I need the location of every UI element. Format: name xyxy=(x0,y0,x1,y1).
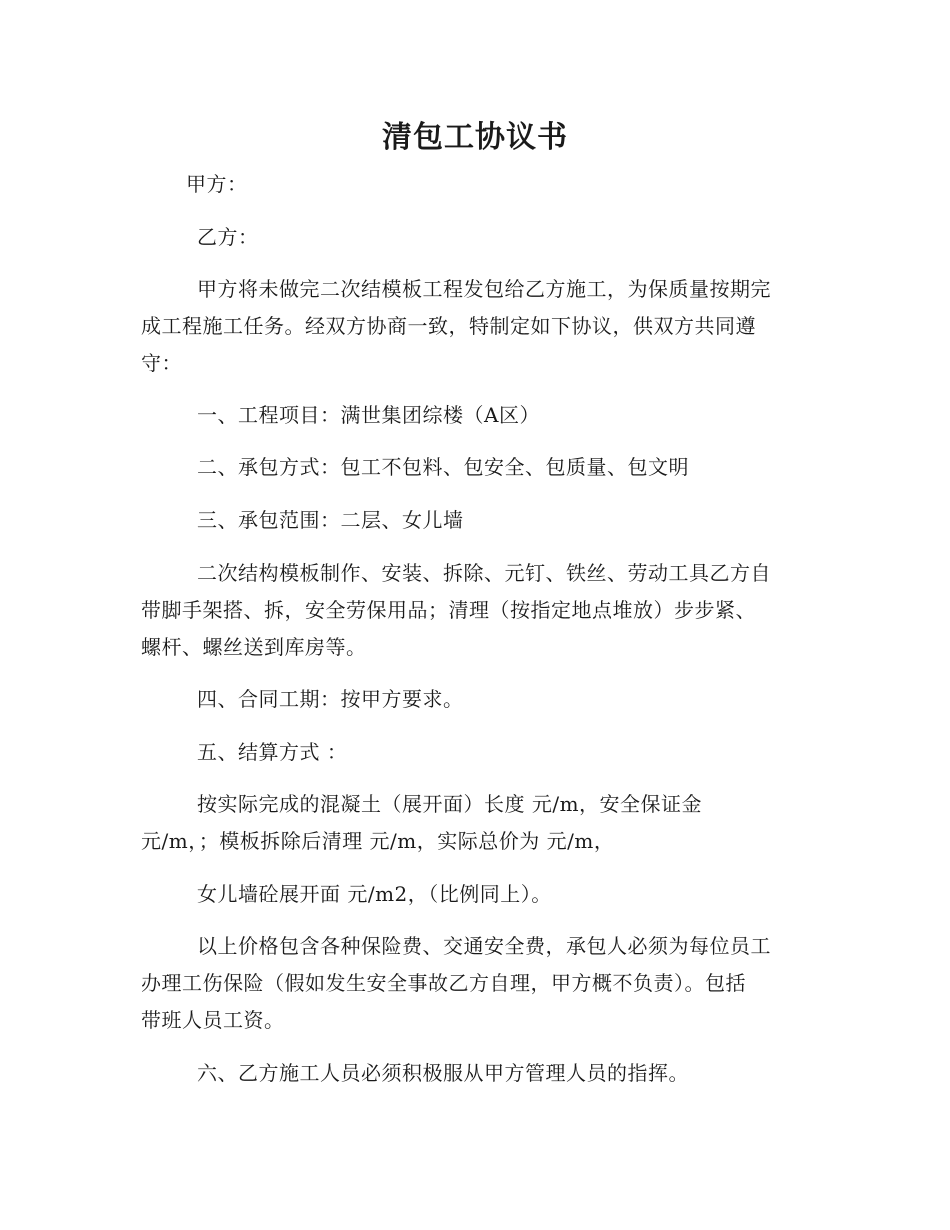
intro-line-1: 甲方将未做完二次结模板工程发包给乙方施工，为保质量按期完 xyxy=(197,277,771,301)
clause-6-obedience: 六、乙方施工人员必须积极服从甲方管理人员的指挥。 xyxy=(197,1061,689,1085)
clause-2-contract-mode: 二、承包方式：包工不包料、包安全、包质量、包文明 xyxy=(197,455,689,479)
price-note-line-3: 带班人员工资。 xyxy=(141,1008,285,1032)
settlement-line-1: 按实际完成的混凝土（展开面）长度 元/m，安全保证金 xyxy=(197,792,703,816)
party-a-label: 甲方： xyxy=(186,172,248,196)
intro-line-3: 守： xyxy=(141,351,182,375)
document-title: 清包工协议书 xyxy=(382,120,568,155)
intro-line-2: 成工程施工任务。经双方协商一致，特制定如下协议，供双方共同遵 xyxy=(141,314,756,338)
scope-detail-line-2: 带脚手架搭、拆，安全劳保用品；清理（按指定地点堆放）步步紧、 xyxy=(141,598,756,622)
settlement-line-2: 元/m，；模板拆除后清理 元/m，实际总价为 元/m， xyxy=(141,829,615,853)
clause-3-scope: 三、承包范围：二层、女儿墙 xyxy=(197,508,464,532)
clause-1-project: 一、工程项目：满世集团综楼（A区） xyxy=(197,403,540,427)
party-b-label: 乙方： xyxy=(197,225,259,249)
price-note-line-2: 办理工伤保险（假如发生安全事故乙方自理，甲方概不负责）。包括 xyxy=(141,971,746,995)
clause-5-settlement: 五、结算方式 ： xyxy=(197,740,348,764)
parapet-line: 女儿墙砼展开面 元/m2，（比例同上）。 xyxy=(197,882,552,906)
price-note-line-1: 以上价格包含各种保险费、交通安全费，承包人必须为每位员工 xyxy=(197,934,771,958)
clause-4-duration: 四、合同工期：按甲方要求。 xyxy=(197,687,464,711)
scope-detail-line-1: 二次结构模板制作、安装、拆除、元钉、铁丝、劳动工具乙方自 xyxy=(197,561,771,585)
scope-detail-line-3: 螺杆、螺丝送到库房等。 xyxy=(141,635,367,659)
